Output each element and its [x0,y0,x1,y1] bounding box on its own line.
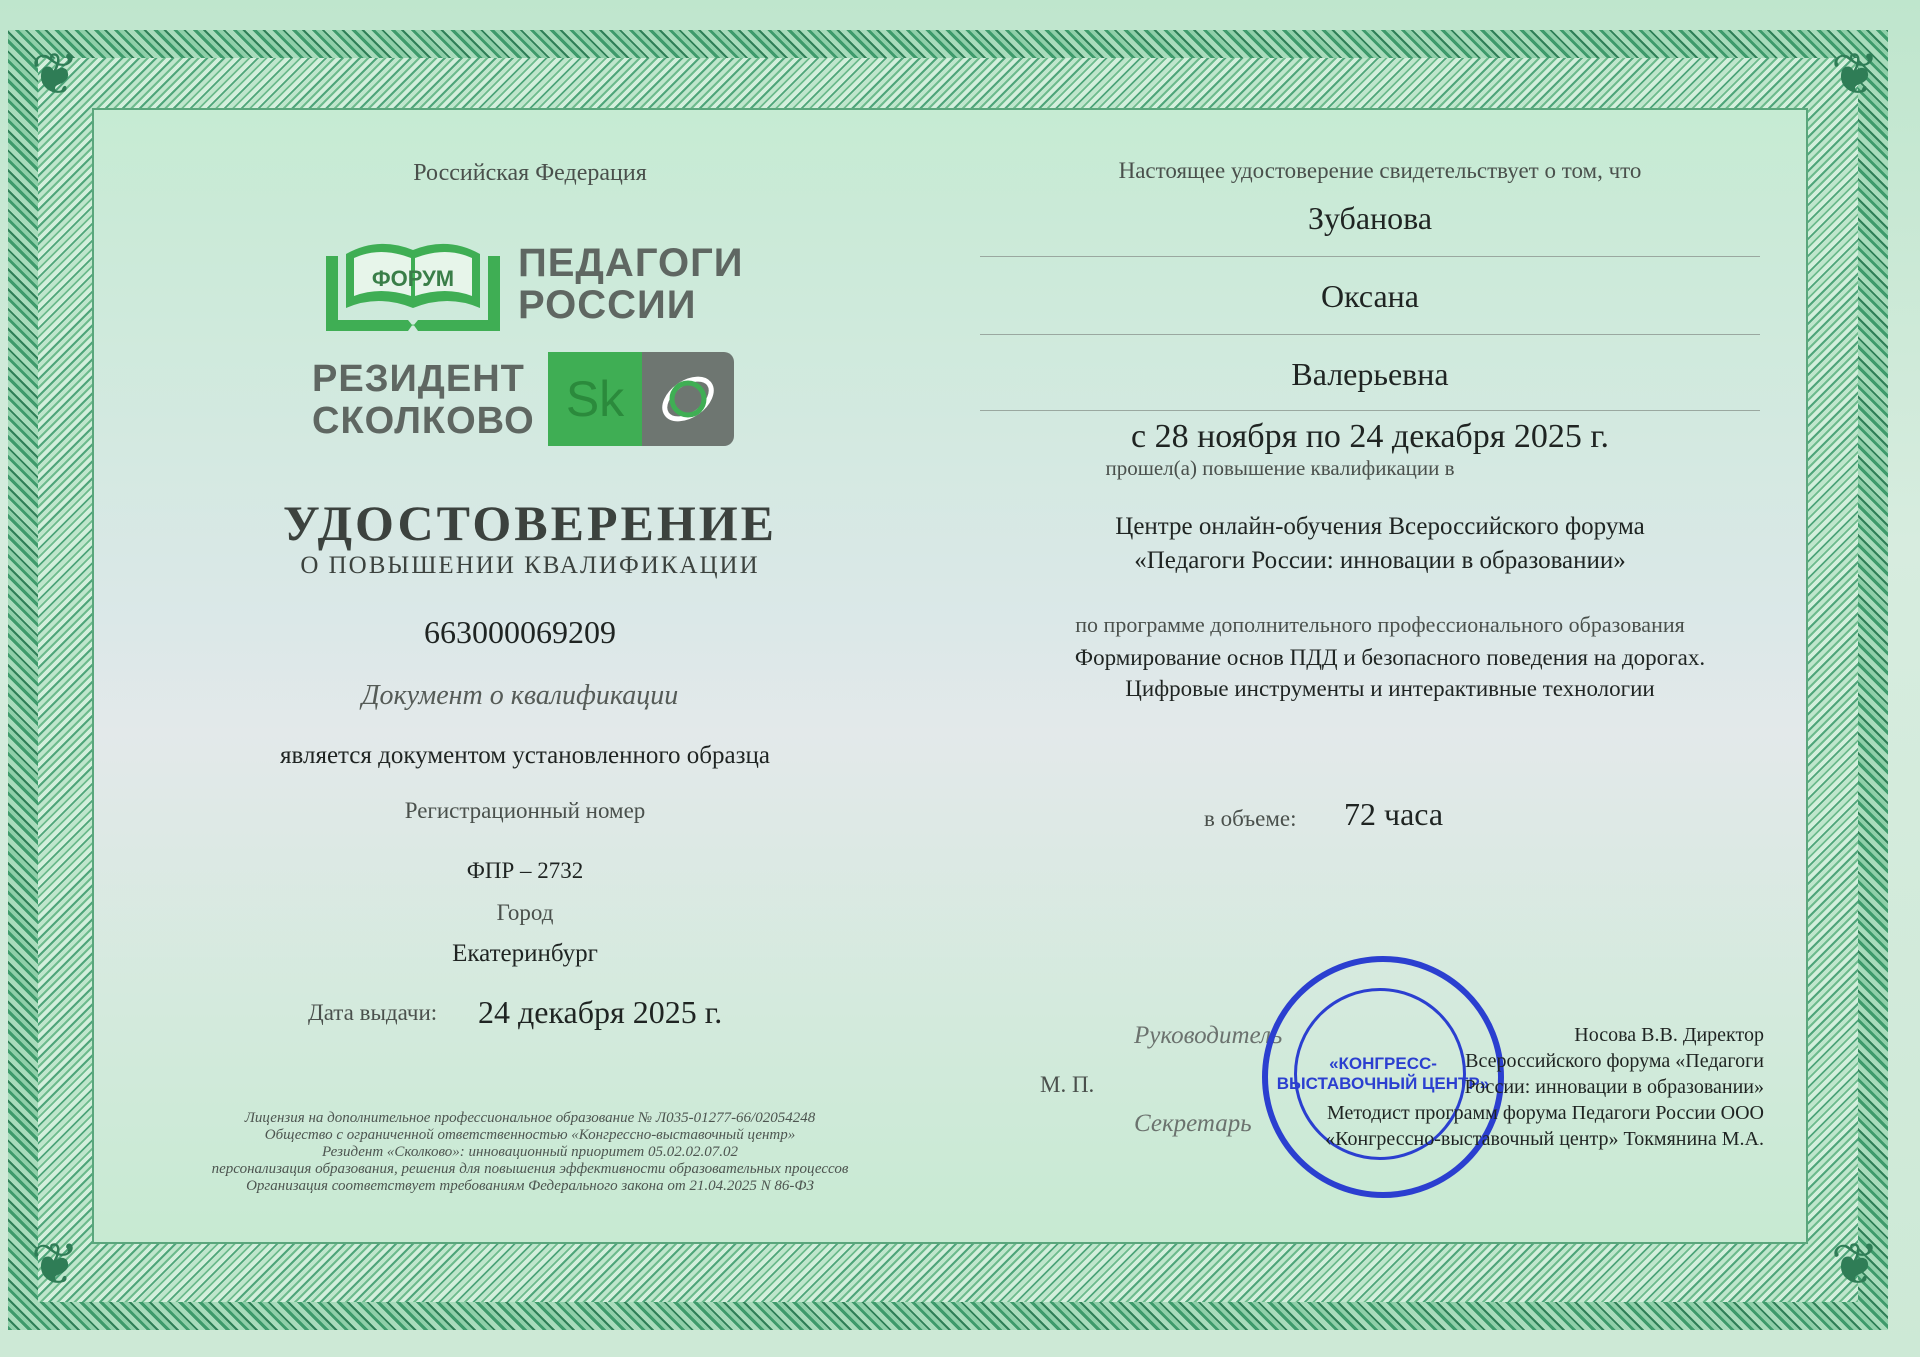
training-period: с 28 ноября по 24 декабря 2025 г. [1131,418,1609,455]
corner-ornament-icon: ❦ [30,1232,80,1297]
forum-book-logo [318,236,508,336]
skolkovo-emblem-icon [642,352,734,446]
corner-ornament-icon: ❦ [1830,42,1880,107]
intro-text: Настоящее удостоверение свидетельствует о том, что [1118,158,1642,183]
organization-line1: Центре онлайн-обучения Всероссийского форума [1115,513,1645,540]
program-line1: Формирование основ ПДД и безопасного поведения на дорогах. [1074,645,1706,670]
license-line: Организация соответствует требованиям Федерального закона от 21.04.2025 N 86-ФЗ [246,1178,814,1194]
volume-label: в объеме: [1204,806,1297,831]
signatory-line: Носова В.В. Директор [1574,1024,1764,1046]
issue-date-label: Дата выдачи: [308,1000,438,1025]
license-line: персонализация образования, решения для повышения эффективности образовательных процессов [211,1161,849,1177]
document-title: УДОСТОВЕРЕНИЕ [283,495,777,551]
surname: Зубанова [1307,200,1433,236]
city-value: Екатеринбург [452,940,598,967]
logo-forum-word: ФОРУМ [371,266,455,291]
corner-ornament-icon: ❦ [30,42,80,107]
document-type: Документ о квалификации [361,680,679,711]
status-text: является документом установленного образца [280,742,770,769]
signatory-line: Всероссийского форума «Педагоги [1465,1050,1764,1072]
license-line: Общество с ограниченной ответственностью «Конгрессно-выставочный центр» [264,1127,796,1143]
patronymic: Валерьевна [1291,356,1449,392]
program-title [990,642,1790,704]
license-block [120,1110,940,1195]
underline [980,256,1760,257]
stamp-text: «КОНГРЕСС-ВЫСТАВОЧНЫЙ ЦЕНТР» [1276,1054,1490,1093]
resident-skolkovo-label [312,358,535,442]
registration-label: Регистрационный номер [404,798,646,823]
corner-ornament-icon: ❦ [1830,1232,1880,1297]
volume-value: 72 часа [1344,796,1444,832]
signatory-line: Методист программ форума Педагоги России ООО [1326,1102,1764,1124]
signatory-line: «Конгрессно-выставочный центр» Токмянина М.А. [1325,1128,1764,1150]
logo-title-line1: ПЕДАГОГИ [518,241,744,285]
underline [980,410,1760,411]
city-label: Город [496,900,554,925]
program-label: по программе дополнительного профессионального образования [1075,612,1685,637]
logo-title-line2: РОССИИ [518,283,697,327]
program-line2: Цифровые инструменты и интерактивные технологии [1125,676,1655,701]
skolkovo-logo [548,352,734,446]
license-line: Резидент «Сколково»: инновационный приоритет 05.02.02.07.02 [322,1144,738,1160]
license-line: Лицензия на дополнительное профессиональное образование № Л035-01277-66/02054248 [244,1110,816,1126]
document-number: 663000069209 [424,614,616,650]
head-label: Руководитель [1134,1022,1283,1049]
logo-title [518,242,744,326]
underline [980,334,1760,335]
country-label: Российская Федерация [413,160,647,186]
sk-badge: Sk [548,352,642,446]
signatory-line: России: инновации в образовании» [1464,1076,1764,1098]
organization [990,510,1770,578]
organization-line2: «Педагоги России: инновации в образовании» [1134,547,1626,574]
secretary-label: Секретарь [1134,1110,1252,1137]
signatories-block [1240,1022,1764,1152]
passed-text: прошел(а) повышение квалификации в [1105,456,1455,480]
seal-place-label: М. П. [1040,1072,1095,1097]
resident-line1: РЕЗИДЕНТ [312,358,525,400]
resident-line2: СКОЛКОВО [312,400,535,442]
document-subtitle: О ПОВЫШЕНИИ КВАЛИФИКАЦИИ [300,552,760,579]
issue-date: 24 декабря 2025 г. [478,994,723,1030]
given-name: Оксана [1321,278,1419,314]
registration-number: ФПР – 2732 [466,858,584,883]
